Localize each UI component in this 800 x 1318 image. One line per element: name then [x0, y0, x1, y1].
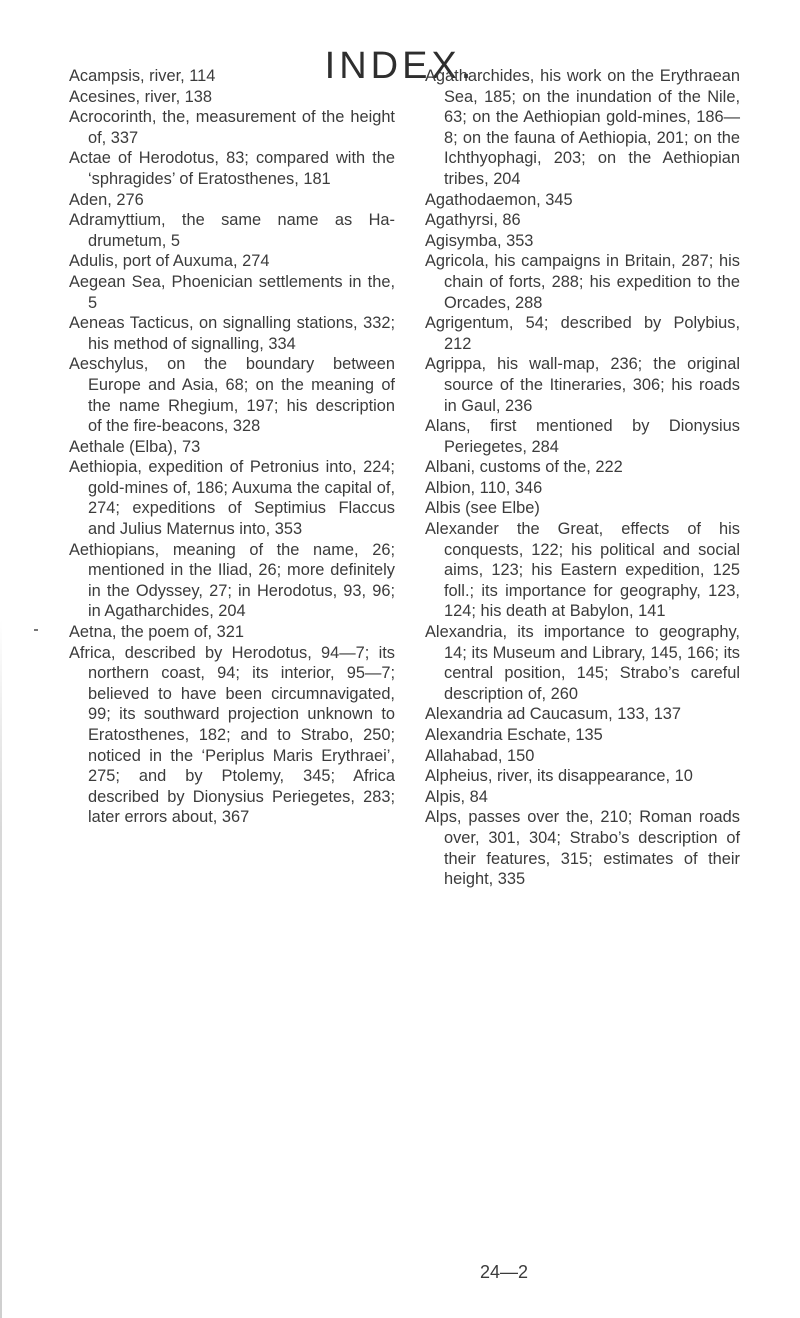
index-entry: Agisymba, 353 — [425, 231, 534, 250]
index-entry: Acampsis, river, 114 — [69, 67, 216, 85]
left-column — [69, 66, 395, 828]
index-entry: Agatharchides, his work on the Erythraean Sea, 185; on the inundation of the Nile, 63; on the Aethiopian gold-mines, 186—8; on the fauna of Aethiopia, 201; on the Ichthyophagi, 203; on the Aethiopian tribes, 204 — [425, 67, 740, 188]
index-entry: Aeneas Tacticus, on signalling stations, 332; his method of signalling, 334 — [69, 314, 395, 353]
index-entry: Aethiopia, expedition of Petronius into, 224; gold-mines of, 186; Auxuma the capital of, 274; expeditions of Septimius Flaccus and Julius Maternus into, 353 — [69, 458, 395, 539]
index-entry: Acrocorinth, the, measurement of the height of, 337 — [69, 108, 395, 147]
index-entry: Aegean Sea, Phoenician settlements in the, 5 — [69, 272, 395, 312]
index-entry: Adramyttium, the same name as Hadrumetum, 5 — [69, 211, 395, 250]
index-entry: Albani, customs of the, 222 — [425, 458, 623, 477]
index-entry: Alans, first mentioned by Dionysius Periegetes, 284 — [425, 417, 740, 456]
index-entry: Aethale (Elba), 73 — [69, 437, 201, 456]
index-entry: Acesines, river, 138 — [69, 87, 213, 106]
index-entry: Agathodaemon, 345 — [425, 190, 573, 209]
index-entry: Alexandria ad Caucasum, 133, 137 — [425, 705, 682, 724]
index-entry: Aeschylus, on the boundary between Europe and Asia, 68; on the meaning of the name Rhegium, 197; his description of the fire-beacons, 328 — [69, 355, 395, 436]
index-entry: Albion, 110, 346 — [425, 478, 543, 497]
index-entry: Alps, passes over the, 210; Roman roads over, 301, 304; Strabo’s description of their features, 315; estimates of their height, 335 — [425, 808, 740, 889]
index-entry: Alexandria, its importance to geography, 14; its Museum and Library, 145, 166; its central position, 145; Strabo’s careful description of, 260 — [425, 623, 740, 703]
index-entry: Alpheius, river, its disappearance, 10 — [425, 767, 693, 786]
page-edge-shadow — [0, 620, 2, 1318]
index-entry: Alpis, 84 — [425, 787, 488, 806]
index-entry: Alexander the Great, effects of his conquests, 122; his political and social aims, 123; his Eastern expedition, 125 foll.; its importance for geography, 123, 124; his death at Babylon, 141 — [425, 520, 740, 621]
index-entry: Actae of Herodotus, 83; compared with the ‘sphragides’ of Eratosthenes, 181 — [69, 149, 395, 188]
index-entry: Albis (see Elbe) — [425, 499, 540, 518]
page-title: INDEX. — [324, 45, 476, 88]
index-entry: Alexandria Eschate, 135 — [425, 726, 603, 744]
printer-signature: 24—2 — [480, 1262, 529, 1282]
index-entry: Aetna, the poem of, 321 — [69, 623, 244, 642]
index-entry: Allahabad, 150 — [425, 746, 535, 765]
index-entry: Aden, 276 — [69, 190, 144, 209]
index-entry: Agrippa, his wall-map, 236; the original source of the Itineraries, 306; his roads in Gaul, 236 — [425, 355, 740, 415]
index-entry: Agrigentum, 54; described by Polybius, 212 — [425, 314, 740, 353]
index-entry: Agathyrsi, 86 — [425, 211, 521, 230]
index-entry: Adulis, port of Auxuma, 274 — [69, 252, 270, 271]
margin-mark — [34, 629, 38, 631]
right-column — [425, 66, 740, 890]
index-entry: Agricola, his campaigns in Britain, 287; his chain of forts, 288; his expedition to the Orcades, 288 — [425, 252, 740, 312]
index-entry: Aethiopians, meaning of the name, 26; mentioned in the Iliad, 26; more definitely in the Odyssey, 27; in Herodotus, 93, 96; in Agatharchides, 204 — [69, 540, 395, 621]
index-entry: Africa, described by Herodotus, 94—7; its northern coast, 94; its interior, 95—7; believed to have been circumnavigated, 99; its southward projection unknown to Eratosthenes, 182; and to Strabo, 250; noticed in the ‘Periplus Maris Erythraei’, 275; and by Ptolemy, 345; Africa described by Dionysius Periegetes, 283; later errors about, 367 — [69, 643, 395, 827]
